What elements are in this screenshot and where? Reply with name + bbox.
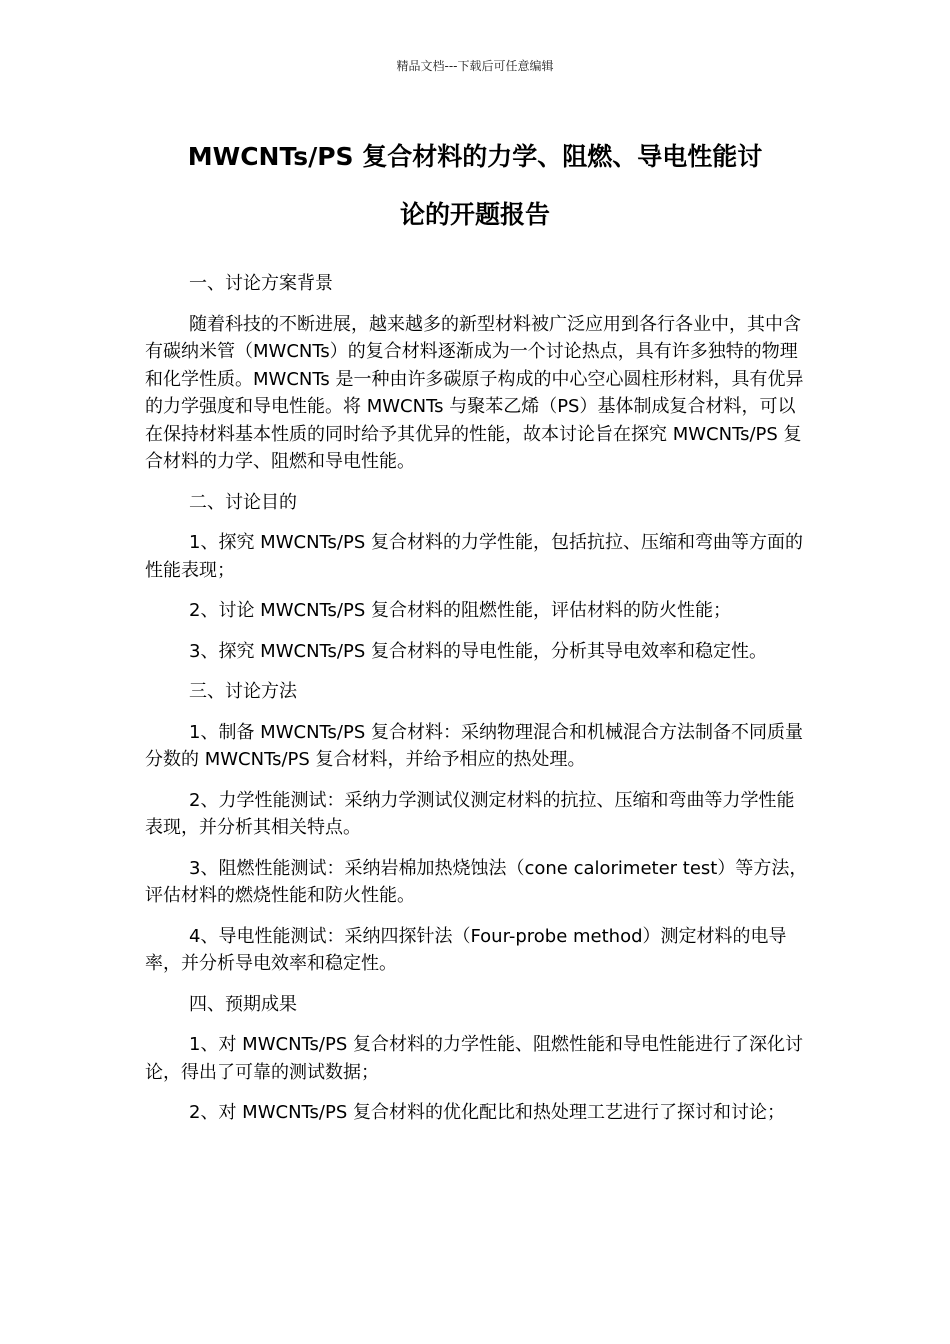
method-item: 2、力学性能测试：采纳力学测试仪测定材料的抗拉、压缩和弯曲等力学性能表现，并分析其相关特点。 — [145, 789, 795, 838]
title-line-2: 论的开题报告 — [399, 200, 550, 229]
result-item: 1、对 MWCNTs/PS 复合材料的力学性能、阻燃性能和导电性能进行了深化讨论，得出了可靠的测试数据； — [145, 1034, 803, 1083]
section-heading-background: 一、讨论方案背景 — [189, 273, 333, 294]
paragraph-background: 随着科技的不断进展，越来越多的新型材料被广泛应用到各行各业中，其中含有碳纳米管（MWCNTs）的复合材料逐渐成为一个讨论热点，具有许多独特的物理和化学性质。MWCNTs 是一种由许多碳原子构成的中心空心圆柱形材料，具有优异的力学强度和导电性能。将 MWCNTs 与聚苯乙烯（PS）基体制成复合材料，可以在保持材料基本性质的同时给予其优异的性能，故本讨论旨在探究 MWCNTs/PS 复合材料的力学、阻燃和导电性能。 — [145, 313, 804, 472]
method-item: 4、导电性能测试：采纳四探针法（Four-probe method）测定材料的电导率，并分析导电效率和稳定性。 — [145, 925, 787, 974]
method-item: 3、阻燃性能测试：采纳岩棉加热烧蚀法（cone calorimeter test）等方法，评估材料的燃烧性能和防火性能。 — [145, 857, 808, 906]
section-heading-methods: 三、讨论方法 — [189, 681, 297, 702]
purpose-item: 1、探究 MWCNTs/PS 复合材料的力学性能，包括抗拉、压缩和弯曲等方面的性能表现； — [145, 532, 803, 581]
document-body — [145, 270, 810, 1140]
page-header: 精品文档---下载后可任意编辑 — [396, 59, 554, 73]
document-title — [140, 128, 810, 244]
purpose-item: 3、探究 MWCNTs/PS 复合材料的导电性能，分析其导电效率和稳定性。 — [189, 640, 767, 662]
section-heading-results: 四、预期成果 — [189, 993, 297, 1015]
section-heading-purpose: 二、讨论目的 — [189, 491, 297, 513]
result-item: 2、对 MWCNTs/PS 复合材料的优化配比和热处理工艺进行了探讨和讨论； — [189, 1102, 785, 1123]
purpose-item: 2、讨论 MWCNTs/PS 复合材料的阻燃性能，评估材料的防火性能； — [189, 600, 731, 621]
title-line-1: MWCNTs/PS 复合材料的力学、阻燃、导电性能讨 — [187, 142, 763, 171]
method-item: 1、制备 MWCNTs/PS 复合材料：采纳物理混合和机械混合方法制备不同质量分数的 MWCNTs/PS 复合材料，并给予相应的热处理。 — [145, 721, 803, 770]
